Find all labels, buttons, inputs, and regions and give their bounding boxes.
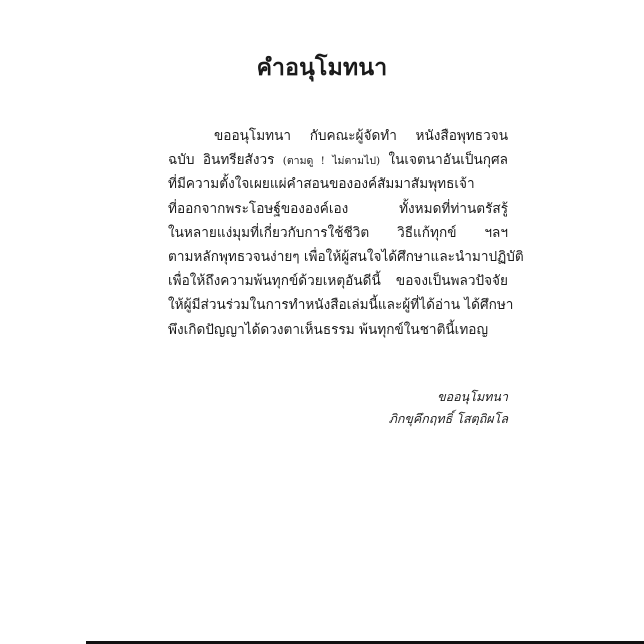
signature-name: ภิกขุคึกฤทธิ์ โสตฺถิผโล <box>388 411 508 426</box>
body-line-9: พึงเกิดปัญญาได้ดวงตาเห็นธรรม พ้นทุกข์ในชาตินี้เทอญ <box>168 321 489 338</box>
body-line-1: ขออนุโมทนา กับคณะผู้จัดทำ หนังสือพุทธวจน <box>214 128 508 144</box>
body-line-7: เพื่อให้ถึงความพ้นทุกข์ด้วยเหตุอันดีนี้ ขอจงเป็นพลวปัจจัย <box>168 273 508 290</box>
body-line-6: ตามหลักพุทธวจนง่ายๆ เพื่อให้ผู้สนใจได้ศึกษาและนำมาปฏิบัติ <box>168 248 524 265</box>
book-subtitle: (ตามดู ! ไม่ตามไป) <box>282 155 381 168</box>
book-name: ฉบับ อินทรียสังวร <box>168 152 275 169</box>
body-line-2 <box>168 148 508 172</box>
signature-line-1: ขออนุโมทนา <box>437 389 508 404</box>
page-title: คำอนุโมทนา <box>256 54 388 81</box>
body-paragraph <box>168 124 524 342</box>
body-line-2-end: ในเจตนาอันเป็นกุศล <box>388 152 508 169</box>
signature-block <box>389 386 508 430</box>
body-line-8: ให้ผู้มีส่วนร่วมในการทำหนังสือเล่มนี้และผู้ที่ได้อ่าน ได้ศึกษา <box>168 297 514 314</box>
body-line-4: ที่ออกจากพระโอษฐ์ขององค์เอง ทั้งหมดที่ท่านตรัสรู้ <box>168 200 508 217</box>
body-line-5: ในหลายแง่มุมที่เกี่ยวกับการใช้ชีวิต วิธีแก้ทุกข์ ฯลฯ <box>168 224 508 241</box>
body-line-3: ที่มีความตั้งใจเผยแผ่คำสอนขององค์สัมมาสัมพุทธเจ้า <box>168 176 475 193</box>
